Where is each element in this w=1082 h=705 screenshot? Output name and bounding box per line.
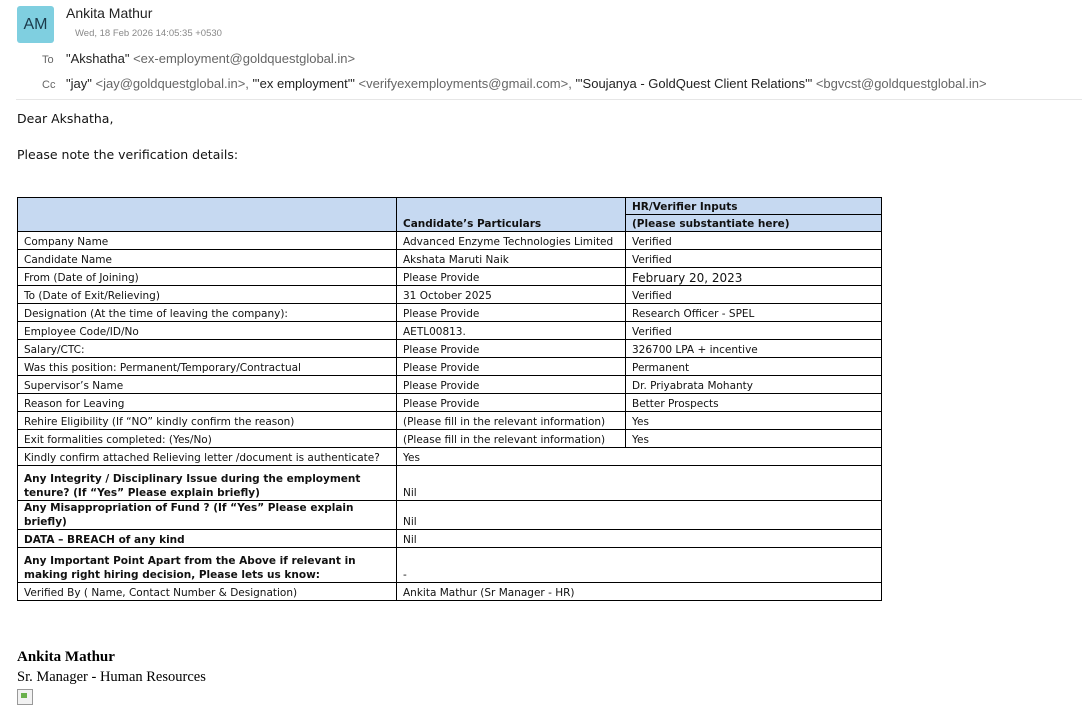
row-value: Yes [397, 448, 882, 466]
row-particulars: Please Provide [397, 358, 626, 376]
to-recipient-name[interactable]: "Akshatha" [66, 51, 130, 66]
row-label: DATA – BREACH of any kind [18, 530, 397, 548]
row-particulars: Please Provide [397, 376, 626, 394]
row-particulars: Please Provide [397, 268, 626, 286]
table-row [18, 340, 882, 358]
table-row [18, 268, 882, 286]
to-row [42, 51, 355, 66]
intro-text: Please note the verification details: [17, 147, 239, 162]
row-label: Any Important Point Apart from the Above if relevant in making right hiring decision, Please lets us know: [18, 548, 397, 583]
header-cell-blank [18, 198, 397, 232]
row-label: Candidate Name [18, 250, 397, 268]
row-label: Any Integrity / Disciplinary Issue during the employment tenure? (If “Yes” Please explain briefly) [18, 466, 397, 501]
table-row [18, 430, 882, 448]
row-input: Verified [626, 250, 882, 268]
signature-title: Sr. Manager - Human Resources [17, 669, 206, 685]
row-input: 326700 LPA + incentive [626, 340, 882, 358]
table-row [18, 286, 882, 304]
row-particulars: (Please fill in the relevant information) [397, 412, 626, 430]
row-input: Verified [626, 232, 882, 250]
row-label: Rehire Eligibility (If “NO” kindly confirm the reason) [18, 412, 397, 430]
row-value: Nil [397, 530, 882, 548]
header-candidate-particulars: Candidate’s Particulars [397, 198, 626, 232]
table-row [18, 250, 882, 268]
table-row [18, 548, 882, 583]
row-value: - [397, 548, 882, 583]
verification-table [17, 197, 882, 601]
row-label: Kindly confirm attached Relieving letter /document is authenticate? [18, 448, 397, 466]
row-particulars: (Please fill in the relevant information) [397, 430, 626, 448]
table-row [18, 322, 882, 340]
table-row [18, 501, 882, 530]
header-substantiate: (Please substantiate here) [626, 215, 882, 232]
row-particulars: Please Provide [397, 340, 626, 358]
row-input: Verified [626, 322, 882, 340]
row-value: Ankita Mathur (Sr Manager - HR) [397, 583, 882, 601]
row-input: Yes [626, 412, 882, 430]
row-input: Permanent [626, 358, 882, 376]
row-label: Designation (At the time of leaving the company): [18, 304, 397, 322]
row-input: Better Prospects [626, 394, 882, 412]
row-label: Supervisor’s Name [18, 376, 397, 394]
row-label: Verified By ( Name, Contact Number & Designation) [18, 583, 397, 601]
row-input: February 20, 2023 [626, 268, 882, 286]
table-row [18, 232, 882, 250]
table-row [18, 376, 882, 394]
row-value: Nil [397, 501, 882, 530]
row-particulars: Please Provide [397, 304, 626, 322]
table-row [18, 412, 882, 430]
header-divider [16, 99, 1082, 100]
cc-separator: , [245, 76, 253, 91]
row-label: Any Misappropriation of Fund ? (If “Yes” Please explain briefly) [18, 501, 397, 530]
signature-name: Ankita Mathur [17, 649, 115, 665]
row-particulars: Akshata Maruti Naik [397, 250, 626, 268]
row-label: Salary/CTC: [18, 340, 397, 358]
email-date: Wed, 18 Feb 2026 14:05:35 +0530 [75, 28, 222, 39]
row-particulars: 31 October 2025 [397, 286, 626, 304]
row-input: Dr. Priyabrata Mohanty [626, 376, 882, 394]
row-particulars: Advanced Enzyme Technologies Limited [397, 232, 626, 250]
row-input: Research Officer - SPEL [626, 304, 882, 322]
header-hr-verifier-inputs: HR/Verifier Inputs [626, 198, 882, 215]
table-row [18, 530, 882, 548]
row-label: From (Date of Joining) [18, 268, 397, 286]
cc-recipient-email[interactable]: <verifyexemployments@gmail.com> [358, 76, 569, 91]
table-row [18, 394, 882, 412]
table-row [18, 304, 882, 322]
table-row [18, 448, 882, 466]
table-row [18, 466, 882, 501]
table-row [18, 583, 882, 601]
table-header-row [18, 198, 882, 215]
row-label: Reason for Leaving [18, 394, 397, 412]
sender-avatar[interactable]: AM [17, 6, 54, 43]
sender-name[interactable]: Ankita Mathur [66, 5, 153, 21]
cc-recipient-name[interactable]: "'ex employment'" [252, 76, 355, 91]
row-label: Was this position: Permanent/Temporary/Contractual [18, 358, 397, 376]
cc-label: Cc [42, 79, 56, 91]
table-row [18, 358, 882, 376]
to-label: To [42, 54, 54, 66]
row-particulars: Please Provide [397, 394, 626, 412]
cc-separator: , [568, 76, 576, 91]
row-input: Verified [626, 286, 882, 304]
row-label: To (Date of Exit/Relieving) [18, 286, 397, 304]
email-header [0, 0, 1082, 100]
row-particulars: AETL00813. [397, 322, 626, 340]
to-recipient-email[interactable]: <ex-employment@goldquestglobal.in> [133, 51, 356, 66]
cc-recipient-name[interactable]: "'Soujanya - GoldQuest Client Relations'" [575, 76, 813, 91]
row-label: Employee Code/ID/No [18, 322, 397, 340]
cc-recipient-name[interactable]: "jay" [66, 76, 92, 91]
row-label: Company Name [18, 232, 397, 250]
cc-recipient-email[interactable]: <bgvcst@goldquestglobal.in> [815, 76, 987, 91]
cc-row [42, 76, 987, 91]
row-label: Exit formalities completed: (Yes/No) [18, 430, 397, 448]
row-input: Yes [626, 430, 882, 448]
greeting: Dear Akshatha, [17, 111, 114, 126]
row-value: Nil [397, 466, 882, 501]
broken-image-icon [17, 689, 33, 705]
cc-recipient-email[interactable]: <jay@goldquestglobal.in> [95, 76, 246, 91]
